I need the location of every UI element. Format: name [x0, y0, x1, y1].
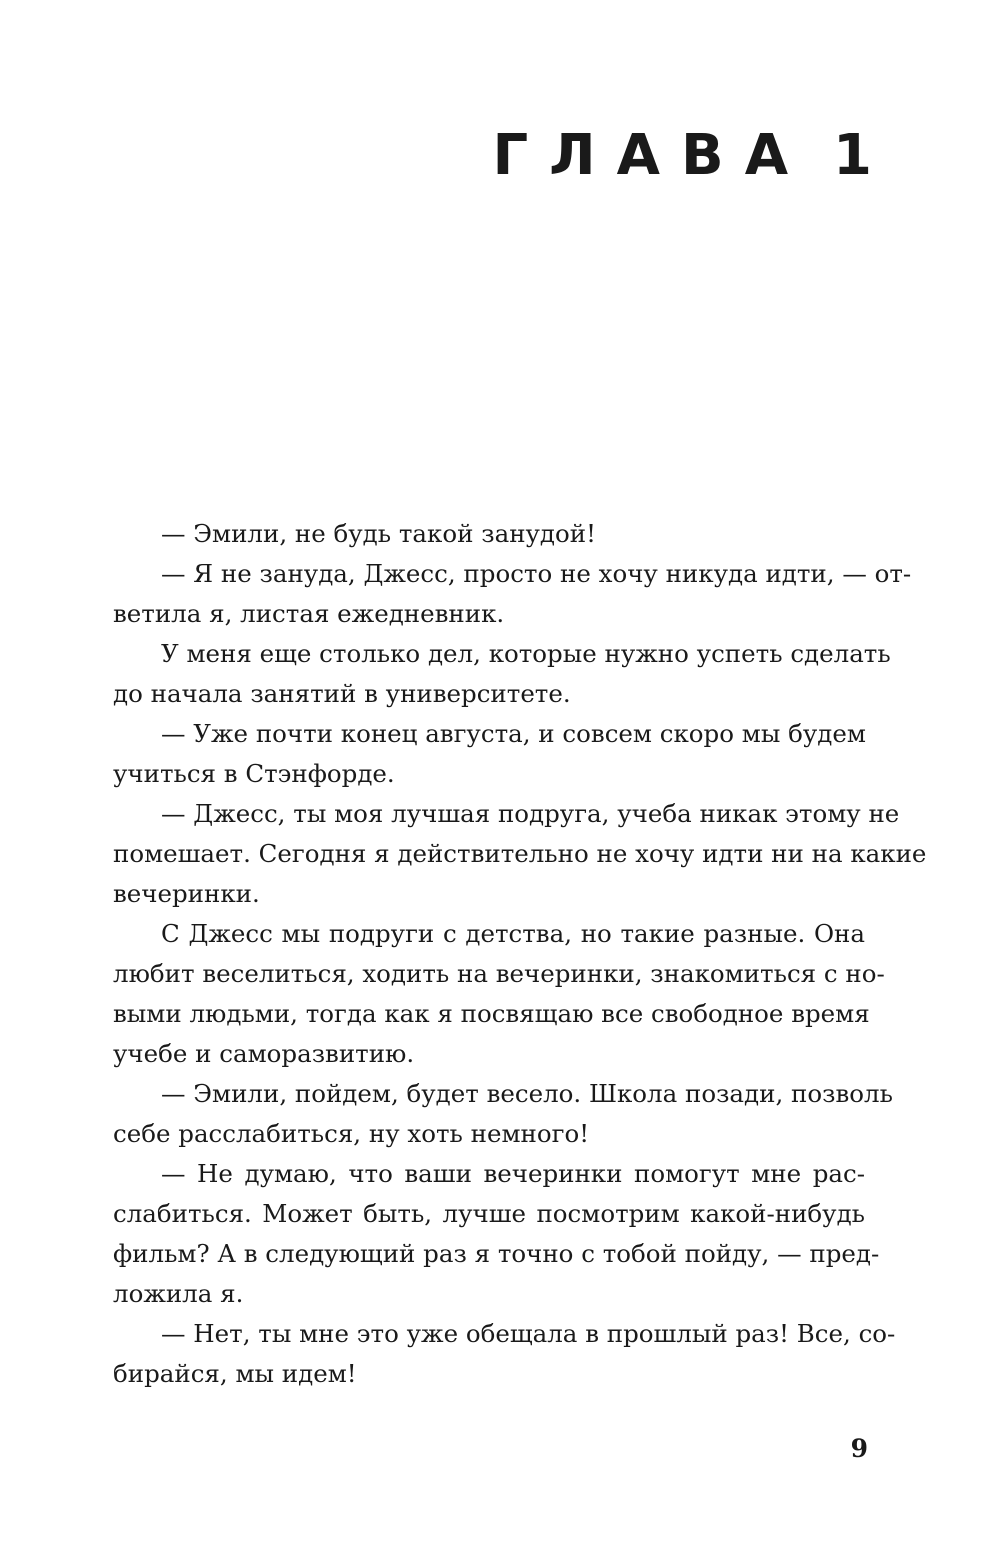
- text-line: слабиться. Может быть, лучше посмотрим какой-нибудь: [113, 1199, 865, 1228]
- chapter-body-text: [113, 514, 927, 1394]
- text-line: ветила я, листая ежедневник.: [113, 599, 505, 628]
- text-line: С Джесс мы подруги с детства, но такие разные. Она: [161, 919, 865, 948]
- text-line: — Эмили, не будь такой занудой!: [161, 519, 596, 548]
- text-line: выми людьми, тогда как я посвящаю все свободное время: [113, 999, 870, 1028]
- page-number: 9: [850, 1434, 868, 1463]
- text-line: — Эмили, пойдем, будет весело. Школа позади, позволь: [161, 1079, 893, 1108]
- text-line: учиться в Стэнфорде.: [113, 759, 395, 788]
- text-line: У меня еще столько дел, которые нужно успеть сделать: [161, 639, 891, 668]
- text-line: любит веселиться, ходить на вечеринки, знакомиться с но-: [113, 959, 885, 988]
- chapter-number: 1: [833, 123, 872, 188]
- chapter-word: ГЛАВА: [492, 123, 810, 188]
- text-line: до начала занятий в университете.: [113, 679, 571, 708]
- text-line: ложила я.: [113, 1279, 244, 1308]
- text-line: помешает. Сегодня я действительно не хочу идти ни на какие: [113, 839, 927, 868]
- text-line: фильм? А в следующий раз я точно с тобой пойду, — пред-: [113, 1239, 880, 1268]
- text-line: — Уже почти конец августа, и совсем скоро мы будем: [161, 719, 866, 748]
- text-line: — Я не зануда, Джесс, просто не хочу никуда идти, — от-: [161, 559, 912, 588]
- chapter-title: [492, 123, 872, 188]
- text-line: себе расслабиться, ну хоть немного!: [113, 1119, 590, 1148]
- text-line: — Нет, ты мне это уже обещала в прошлый раз! Все, со-: [161, 1319, 896, 1348]
- text-line: учебе и саморазвитию.: [113, 1039, 415, 1068]
- text-line: бирайся, мы идем!: [113, 1359, 357, 1388]
- text-line: — Джесс, ты моя лучшая подруга, учеба никак этому не: [161, 799, 900, 828]
- text-line: — Не думаю, что ваши вечеринки помогут мне рас-: [161, 1159, 865, 1188]
- text-line: вечеринки.: [113, 879, 260, 908]
